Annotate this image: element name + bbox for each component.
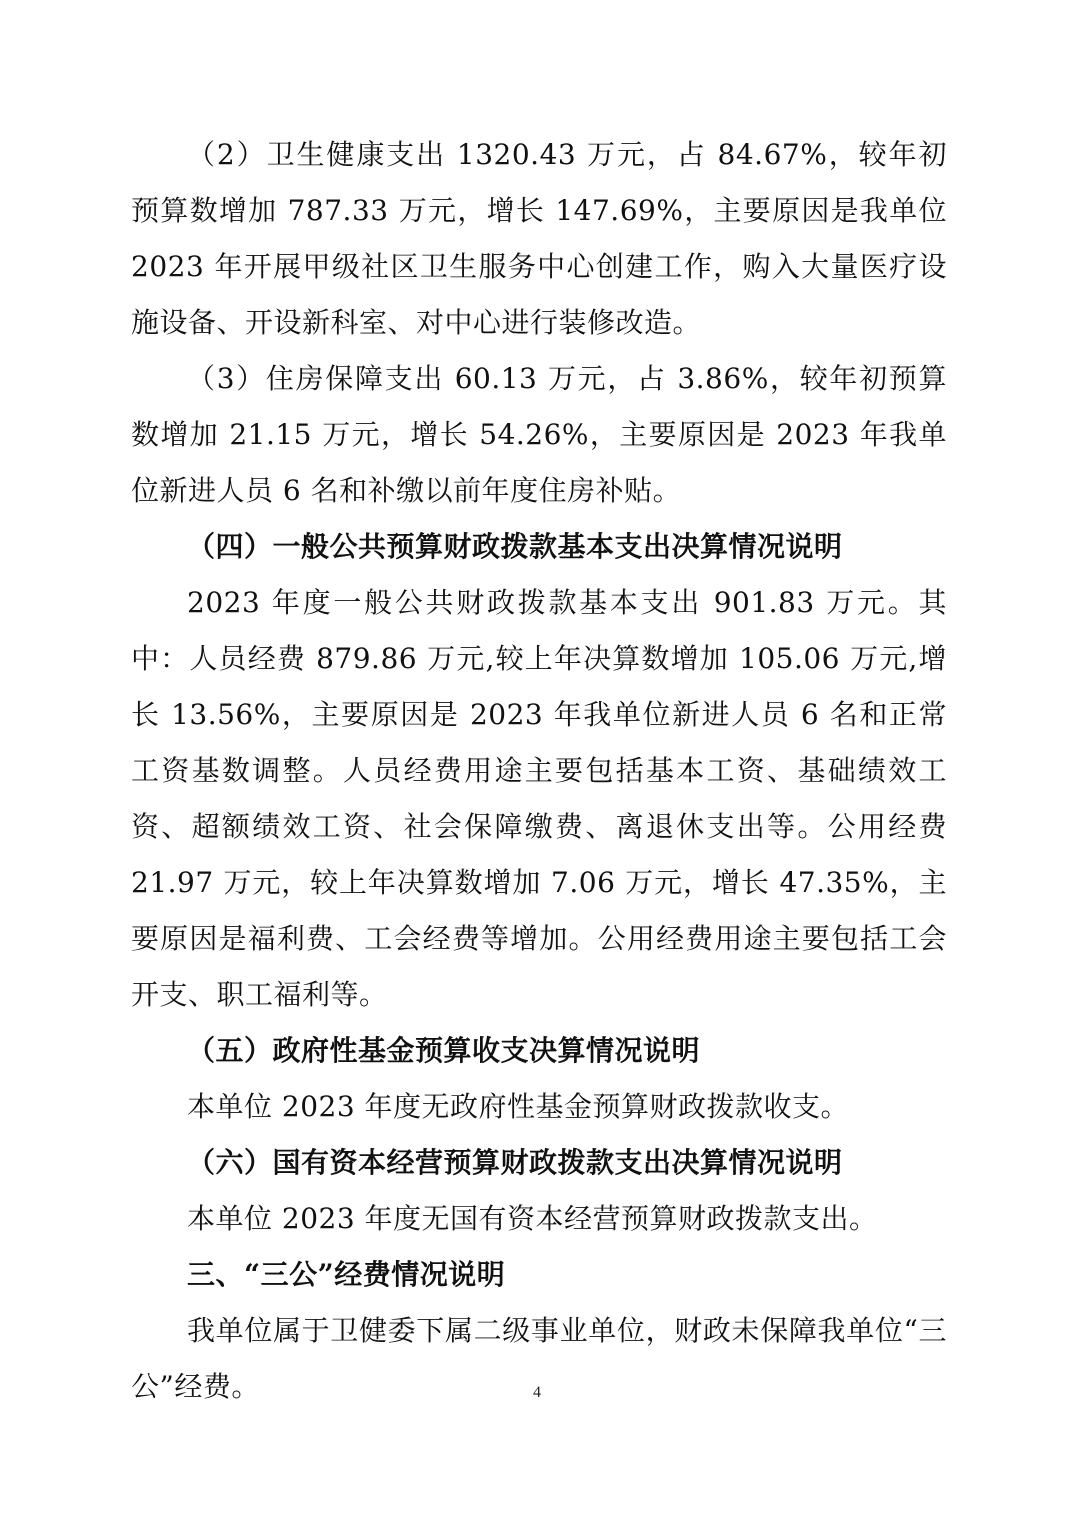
paragraph-three-public-expenses: 我单位属于卫健委下属二级事业单位，财政未保障我单位“三公”经费。 bbox=[131, 1314, 947, 1403]
section-heading-basic-expenditure: （四）一般公共预算财政拨款基本支出决算情况说明 bbox=[187, 530, 843, 563]
document-body bbox=[131, 127, 947, 1415]
paragraph-health-expenditure: （2）卫生健康支出 1320.43 万元，占 84.67%，较年初预算数增加 787.33 万元，增长 147.69%，主要原因是我单位 2023 年开展甲级社区卫生服务中心创建工作，购入大量医疗设施设备、开设新科室、对中心进行装修改造。 bbox=[131, 138, 947, 339]
section-heading-government-fund: （五）政府性基金预算收支决算情况说明 bbox=[187, 1034, 701, 1067]
paragraph-housing-expenditure: （3）住房保障支出 60.13 万元，占 3.86%，较年初预算数增加 21.15 万元，增长 54.26%，主要原因是 2023 年我单位新进人员 6 名和补缴以前年度住房补贴。 bbox=[131, 362, 947, 507]
paragraph-basic-expenditure: 2023 年度一般公共财政拨款基本支出 901.83 万元。其中：人员经费 879.86 万元,较上年决算数增加 105.06 万元,增长 13.56%，主要原因是 2023 年我单位新进人员 6 名和正常工资基数调整。人员经费用途主要包括基本工资、基础绩效工资、超额绩效工资、社会保障缴费、离退休支出等。公用经费 21.97 万元，较上年决算数增加 7.06 万元，增长 47.35%，主要原因是福利费、工会经费等增加。公用经费用途主要包括工会开支、职工福利等。 bbox=[131, 586, 947, 1011]
section-heading-three-public-expenses: 三、“三公”经费情况说明 bbox=[187, 1258, 506, 1291]
page-number: 4 bbox=[533, 1384, 541, 1401]
section-heading-state-capital: （六）国有资本经营预算财政拨款支出决算情况说明 bbox=[187, 1146, 843, 1179]
paragraph-state-capital: 本单位 2023 年度无国有资本经营预算财政拨款支出。 bbox=[187, 1202, 878, 1235]
paragraph-government-fund: 本单位 2023 年度无政府性基金预算财政拨款收支。 bbox=[187, 1090, 850, 1123]
